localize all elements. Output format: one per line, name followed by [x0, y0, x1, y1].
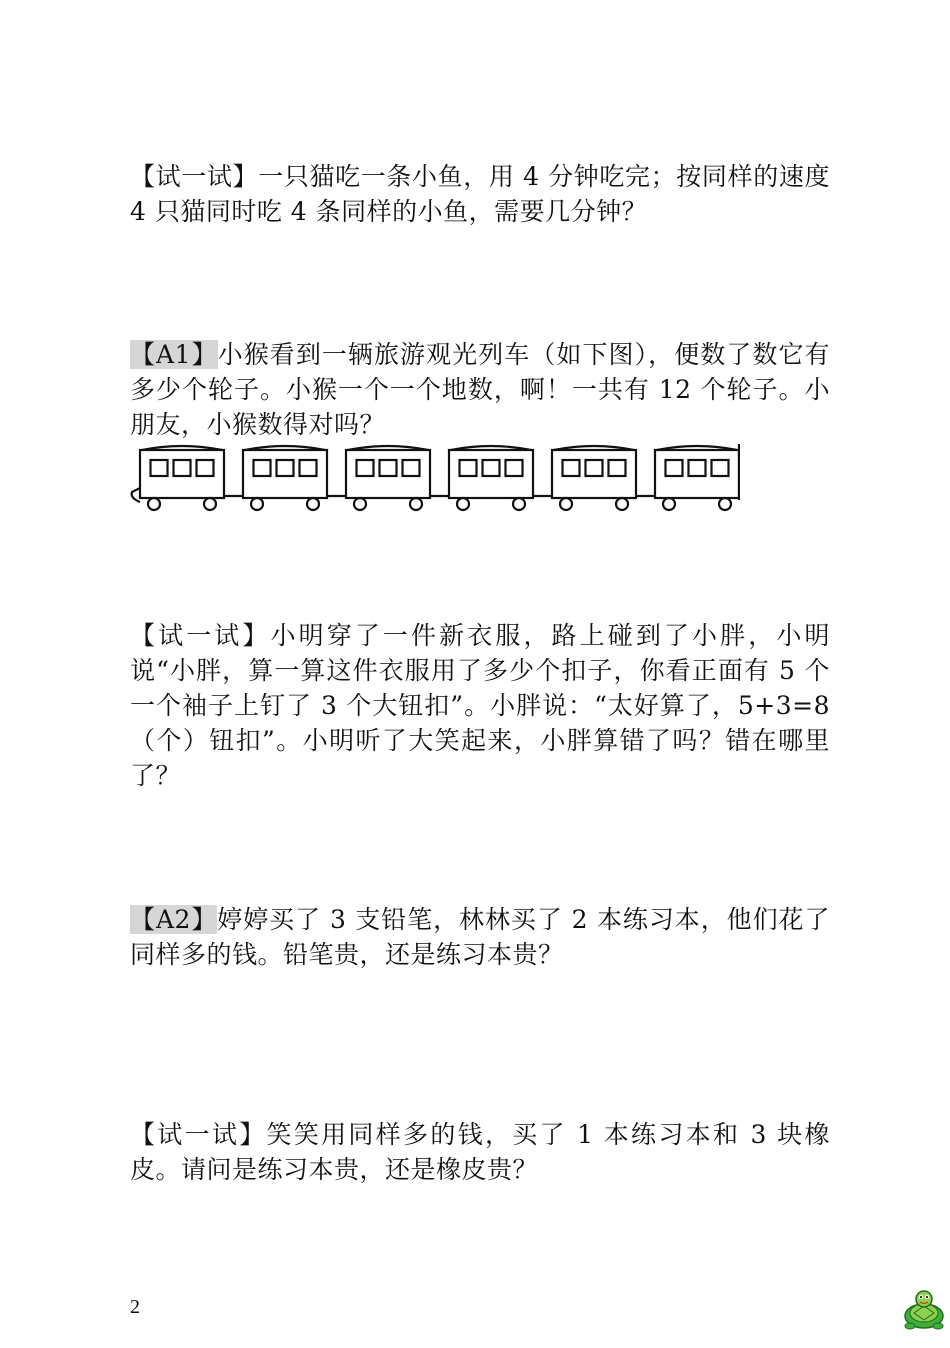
- train-window: [403, 460, 420, 476]
- paragraph-3-text: 小明穿了一件新衣服，路上碰到了小胖，小明说“小胖，算一算这件衣服用了多少个扣子，你看正面有 5 个一个袖子上钉了 3 个大钮扣”。小胖说：“太好算了，5+3=8（个）钮扣”。小明听了大笑起来，小胖算错了吗？错在哪里了？: [130, 621, 830, 790]
- train-nose: [132, 488, 140, 502]
- train-window: [254, 460, 271, 476]
- train-window: [506, 460, 523, 476]
- train-window: [712, 460, 729, 476]
- train-car: [655, 450, 739, 498]
- paragraph-2: [130, 337, 830, 442]
- train-window: [151, 460, 168, 476]
- train-wheel: [457, 498, 469, 510]
- train-wheel: [204, 498, 216, 510]
- train-car: [449, 450, 533, 498]
- paragraph-4: [130, 902, 830, 972]
- paragraph-5: [130, 1117, 830, 1187]
- paragraph-5-text: 笑笑用同样多的钱，买了 1 本练习本和 3 块橡皮。请问是练习本贵，还是橡皮贵？: [130, 1120, 830, 1184]
- paragraph-4-tag: 【A2】: [130, 905, 218, 934]
- train-window: [197, 460, 214, 476]
- paragraph-1-text: 一只猫吃一条小鱼，用 4 分钟吃完；按同样的速度 4 只猫同时吃 4 条同样的小鱼，需要几分钟？: [130, 162, 830, 226]
- train-window: [689, 460, 706, 476]
- train-wheel: [513, 498, 525, 510]
- train-wheel: [251, 498, 263, 510]
- train-window: [483, 460, 500, 476]
- paragraph-2-text: 小猴看到一辆旅游观光列车（如下图），便数了数它有多少个轮子。小猴一个一个地数，啊！一共有 12 个轮子。小朋友，小猴数得对吗？: [130, 340, 830, 439]
- train-car: [346, 450, 430, 498]
- paragraph-2-tag: 【A1】: [130, 340, 218, 369]
- paragraph-5-tag: 【试一试】: [130, 1120, 267, 1149]
- train-window: [609, 460, 626, 476]
- train-window: [357, 460, 374, 476]
- train-wheel: [354, 498, 366, 510]
- paragraph-3: [130, 618, 830, 793]
- train-window: [277, 460, 294, 476]
- train-car: [140, 450, 224, 498]
- train-wheel: [560, 498, 572, 510]
- train-wheel: [410, 498, 422, 510]
- train-wheel: [307, 498, 319, 510]
- turtle-icon: [900, 1286, 948, 1334]
- train-wheel: [148, 498, 160, 510]
- train-window: [586, 460, 603, 476]
- train-car: [243, 450, 327, 498]
- paragraph-3-tag: 【试一试】: [130, 621, 271, 650]
- train-window: [666, 460, 683, 476]
- train-window: [174, 460, 191, 476]
- train-illustration: [128, 440, 740, 512]
- paragraph-1-tag: 【试一试】: [130, 162, 259, 191]
- train-wheel: [616, 498, 628, 510]
- train-wheel: [719, 498, 731, 510]
- train-window: [563, 460, 580, 476]
- paragraph-1: [130, 159, 830, 229]
- train-window: [460, 460, 477, 476]
- train-window: [380, 460, 397, 476]
- paragraph-4-text: 婷婷买了 3 支铅笔，林林买了 2 本练习本，他们花了同样多的钱。铅笔贵，还是练习本贵？: [130, 905, 830, 969]
- page-number: 2: [130, 1296, 140, 1318]
- train-car: [552, 450, 636, 498]
- train-window: [300, 460, 317, 476]
- train-wheel: [663, 498, 675, 510]
